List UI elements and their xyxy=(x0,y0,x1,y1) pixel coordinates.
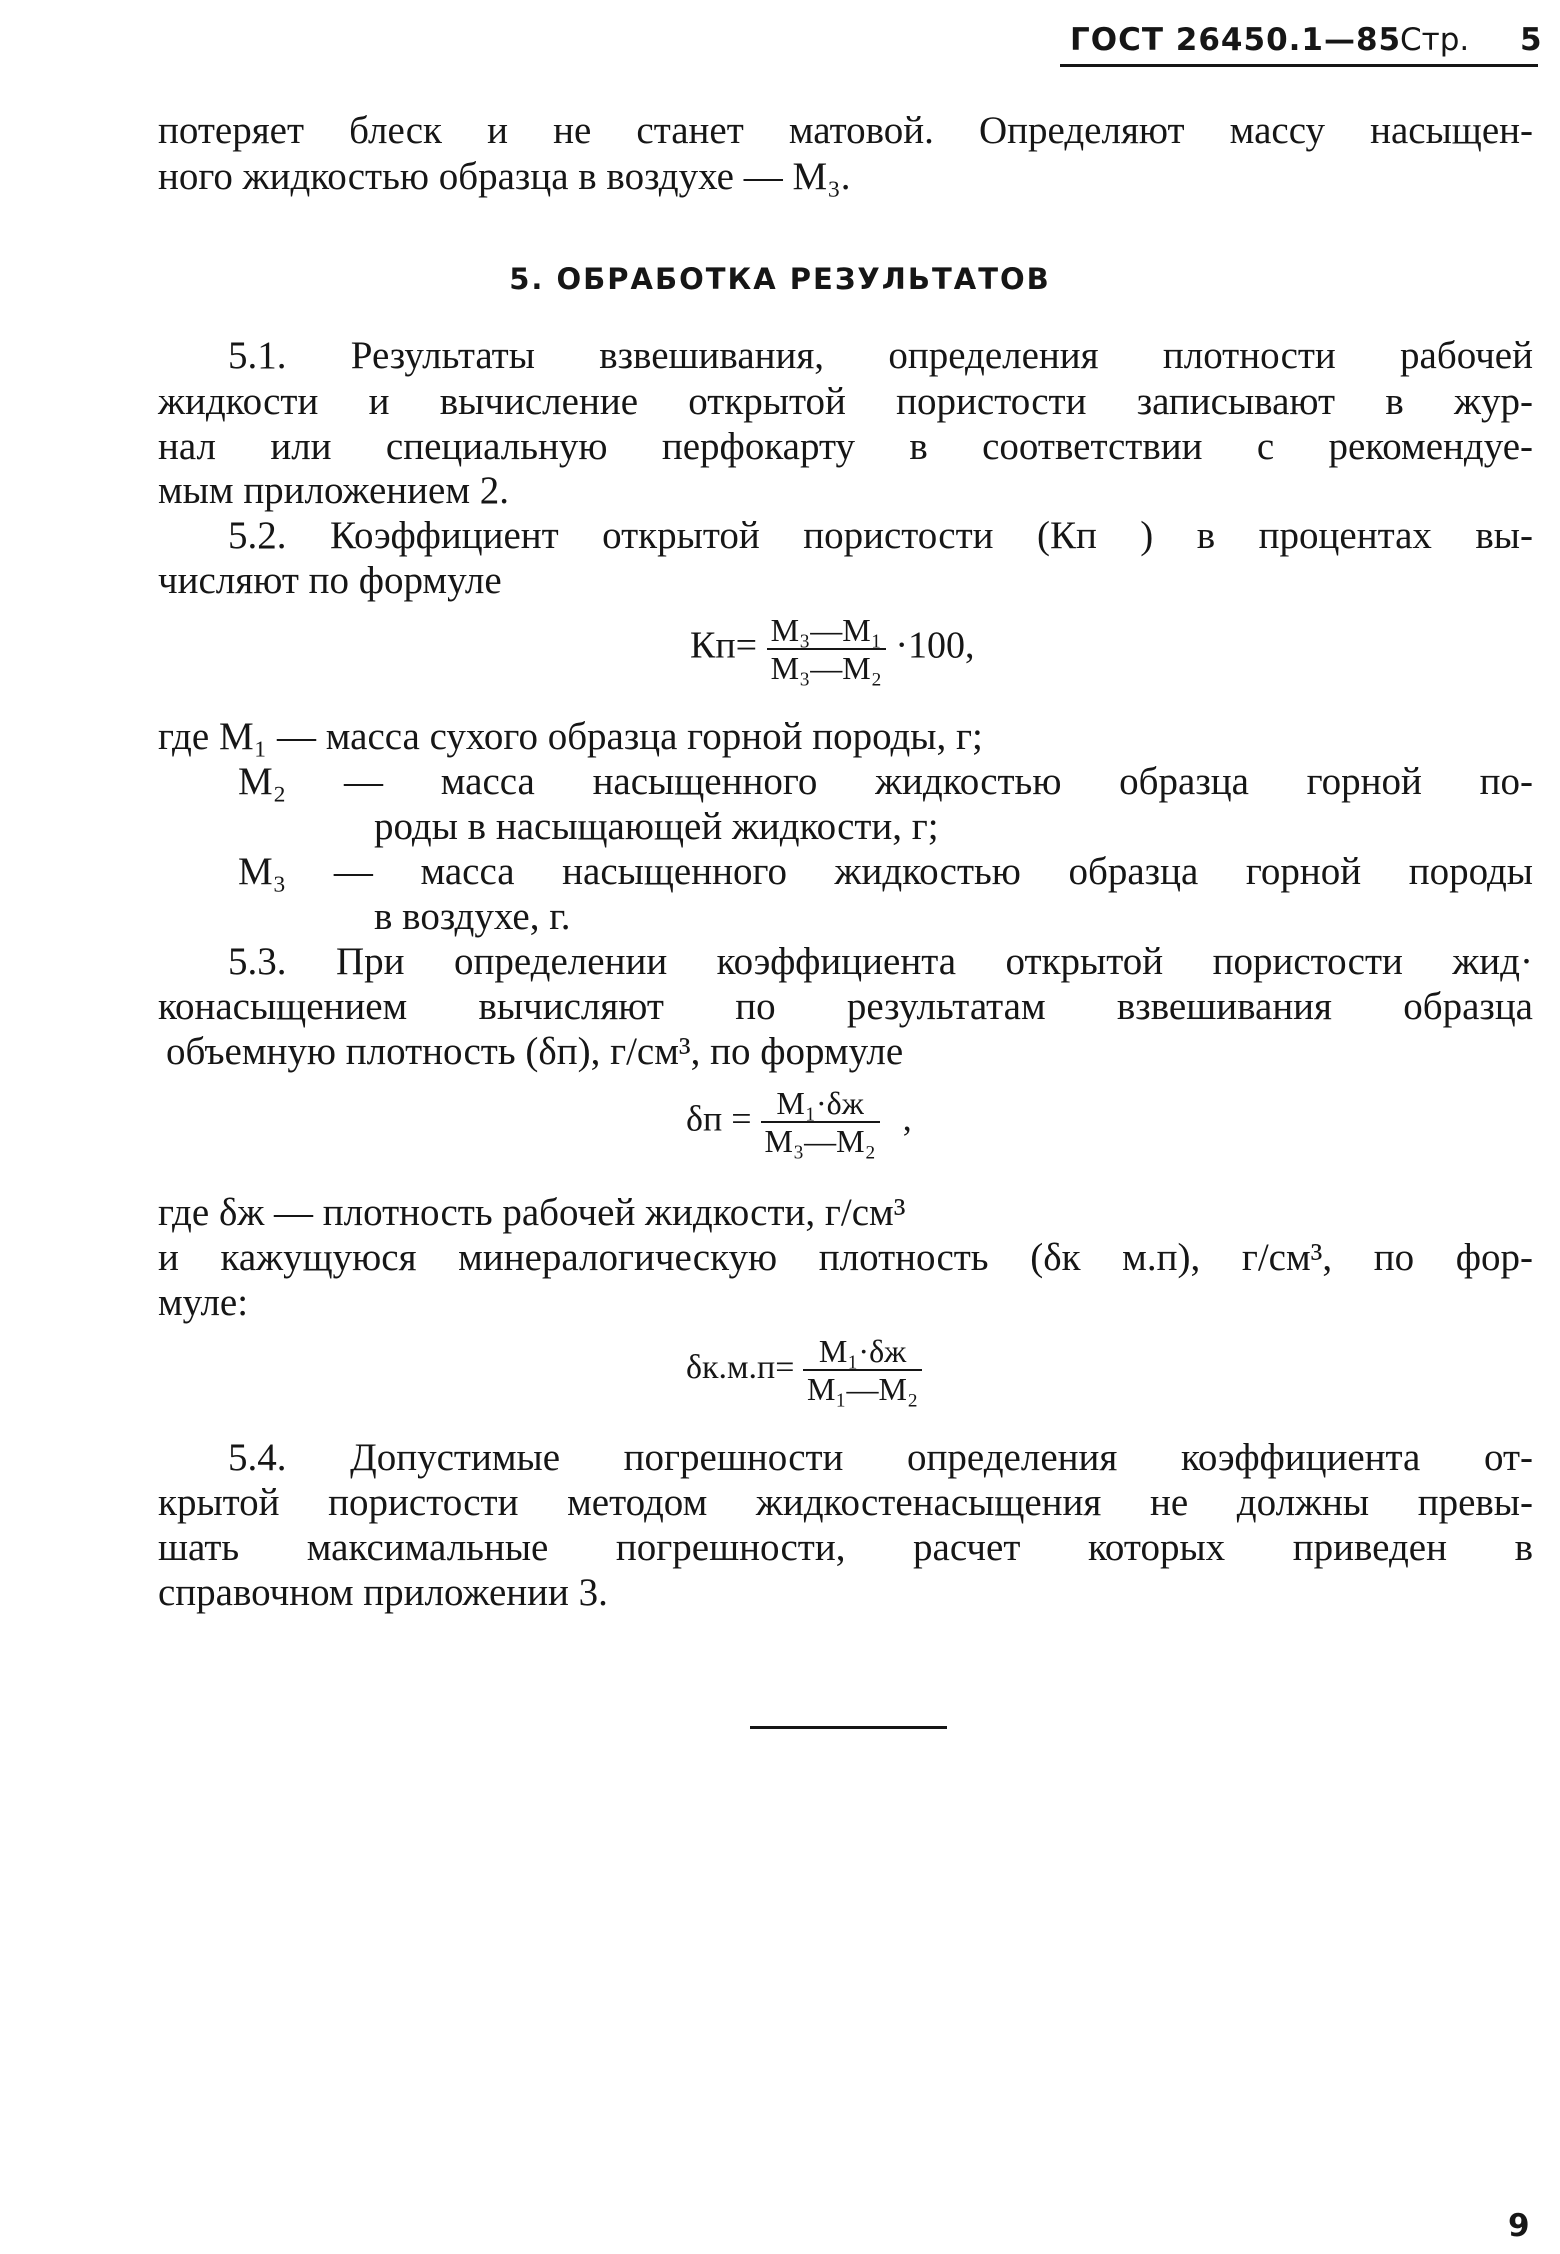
formula-bulk-density xyxy=(686,1085,912,1159)
def-fluid-density: где δж — плотность рабочей жидкости, г/см³ xyxy=(158,1191,906,1234)
standard-code: ГОСТ 26450.1—85 xyxy=(1070,22,1402,58)
p52-line-1: 5.2. Коэффициент открытой пористости (Кп ) в процентах вы- xyxy=(228,514,1533,557)
p53-line-3: объемную плотность (δп), г/см³, по формуле xyxy=(166,1030,904,1073)
formula-bulk-density-lhs: δп = xyxy=(686,1098,752,1139)
p51-line-3: нал или специальную перфокарту в соответствии с рекомендуе- xyxy=(158,425,1533,468)
p52-line-2: числяют по формуле xyxy=(158,559,502,602)
p53-line-1: 5.3. При определении коэффициента открытой пористости жид· xyxy=(228,940,1533,983)
formula-mineral-density xyxy=(686,1333,922,1407)
def-m3: М₃ — масса насыщенного жидкостью образца горной породы xyxy=(238,850,1533,893)
formula-bulk-density-fraction xyxy=(761,1085,880,1159)
running-header xyxy=(1070,22,1540,62)
p54-line-2: крытой пористости методом жидкостенасыщения не должны превы- xyxy=(158,1481,1533,1524)
p53-line-2: конасыщением вычисляют по результатам взвешивания образца xyxy=(158,985,1533,1028)
def-m2-cont: роды в насыщающей жидкости, г; xyxy=(374,805,939,848)
p53b-line-2: муле: xyxy=(158,1281,249,1324)
formula-porosity xyxy=(690,612,975,686)
def-m2: М₂ — масса насыщенного жидкостью образца горной по- xyxy=(238,760,1533,803)
header-rule xyxy=(1060,64,1538,67)
page-number: 9 xyxy=(1508,2208,1530,2244)
def-m3-cont: в воздухе, г. xyxy=(374,895,571,938)
formula-mineral-density-numerator: М₁·δж xyxy=(803,1333,922,1371)
formula-porosity-denominator: М₃—М₂ xyxy=(770,650,882,686)
intro-line-2: ного жидкостью образца в воздухе — М₃. xyxy=(158,155,851,198)
p53b-line-1: и кажущуюся минералогическую плотность (δк м.п), г/см³, по фор- xyxy=(158,1236,1533,1279)
formula-mineral-density-denominator: М₁—М₂ xyxy=(806,1371,919,1407)
p51-line-2: жидкости и вычисление открытой пористости записывают в жур- xyxy=(158,380,1533,423)
formula-porosity-fraction xyxy=(767,612,886,686)
header-page-number: 5 xyxy=(1520,22,1542,58)
p54-line-1: 5.4. Допустимые погрешности определения коэффициента от- xyxy=(228,1436,1533,1479)
section-title: 5. ОБРАБОТКА РЕЗУЛЬТАТОВ xyxy=(509,262,1051,296)
p54-line-3: шать максимальные погрешности, расчет которых приведен в xyxy=(158,1526,1533,1569)
end-rule xyxy=(750,1726,947,1729)
formula-mineral-density-lhs: δк.м.п= xyxy=(686,1348,795,1386)
formula-mineral-density-fraction xyxy=(803,1333,922,1407)
formula-porosity-tail: ·100, xyxy=(895,624,975,667)
intro-line-1: потеряет блеск и не станет матовой. Определяют массу насыщен- xyxy=(158,109,1533,152)
formula-porosity-lhs: Кп= xyxy=(690,624,758,667)
page-label: Стр. xyxy=(1400,22,1470,58)
p51-line-4: мым приложением 2. xyxy=(158,469,510,512)
def-m1: где М₁ — масса сухого образца горной породы, г; xyxy=(158,715,983,758)
formula-bulk-density-tail: , xyxy=(902,1098,912,1139)
p51-line-1: 5.1. Результаты взвешивания, определения плотности рабочей xyxy=(228,334,1533,377)
p54-line-4: справочном приложении 3. xyxy=(158,1571,608,1614)
formula-bulk-density-numerator: М₁·δж xyxy=(761,1085,880,1123)
formula-porosity-numerator: М₃—М₁ xyxy=(767,612,886,650)
formula-bulk-density-denominator: М₃—М₂ xyxy=(764,1123,876,1159)
